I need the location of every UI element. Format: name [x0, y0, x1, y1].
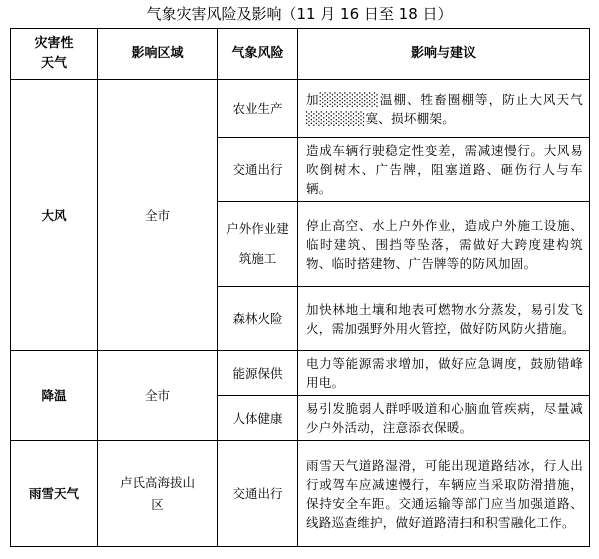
impact-cell: 加快林地土壤和地表可燃物水分蒸发，易引发飞火，需加强野外用火管控，做好防风防火措施。 [298, 287, 590, 351]
impact-cell: 易引发脆弱人群呼吸道和心脑血管疾病，尽量减少户外活动，注意添衣保暖。 [298, 396, 590, 441]
page-title: 气象灾害风险及影响（11 月 16 日至 18 日） [146, 5, 453, 23]
table-row [11, 441, 590, 547]
risk-cell: 户外作业建筑施工 [218, 202, 298, 287]
risk-cell: 能源保供 [218, 351, 298, 396]
table-row [11, 351, 590, 396]
risk-cell: 人体健康 [218, 396, 298, 441]
disaster-cell: 降温 [11, 351, 98, 441]
risk-cell: 交通出行 [218, 441, 298, 547]
risk-table [10, 28, 590, 547]
header-disaster: 灾害性天气 [11, 29, 98, 80]
area-cell: 全市 [98, 351, 218, 441]
header-area: 影响区域 [98, 29, 218, 80]
area-cell: 全市 [98, 80, 218, 351]
impact-cell: 加░░░░░░温棚、牲畜圈棚等，防止大风天气░░░░░░寞、损坏棚架。 [298, 80, 590, 138]
impact-cell: 雨雪天气道路湿滑，可能出现道路结冰，行人出行或驾车应减速慢行，车辆应当采取防滑措施，保持安全车距。交通运输等部门应当加强道路、线路巡查维护，做好道路清扫和积雪融化工作。 [298, 441, 590, 547]
header-risk: 气象风险 [218, 29, 298, 80]
table-row [11, 80, 590, 138]
table-header-row [11, 29, 590, 80]
disaster-cell: 雨雪天气 [11, 441, 98, 547]
disaster-cell: 大风 [11, 80, 98, 351]
impact-cell: 停止高空、水上户外作业，造成户外施工设施、临时建筑、围挡等坠落，需做好大跨度建构筑物、临时搭建物、广告牌等的防风加固。 [298, 202, 590, 287]
area-cell: 卢氏高海拔山区 [98, 441, 218, 547]
risk-cell: 农业生产 [218, 80, 298, 138]
impact-cell: 造成车辆行驶稳定性变差，需减速慢行。大风易吹倒树木、广告牌，阻塞道路、砸伤行人与车辆。 [298, 138, 590, 202]
impact-cell: 电力等能源需求增加，做好应急调度，鼓励错峰用电。 [298, 351, 590, 396]
risk-cell: 交通出行 [218, 138, 298, 202]
header-impact: 影响与建议 [298, 29, 590, 80]
risk-cell: 森林火险 [218, 287, 298, 351]
